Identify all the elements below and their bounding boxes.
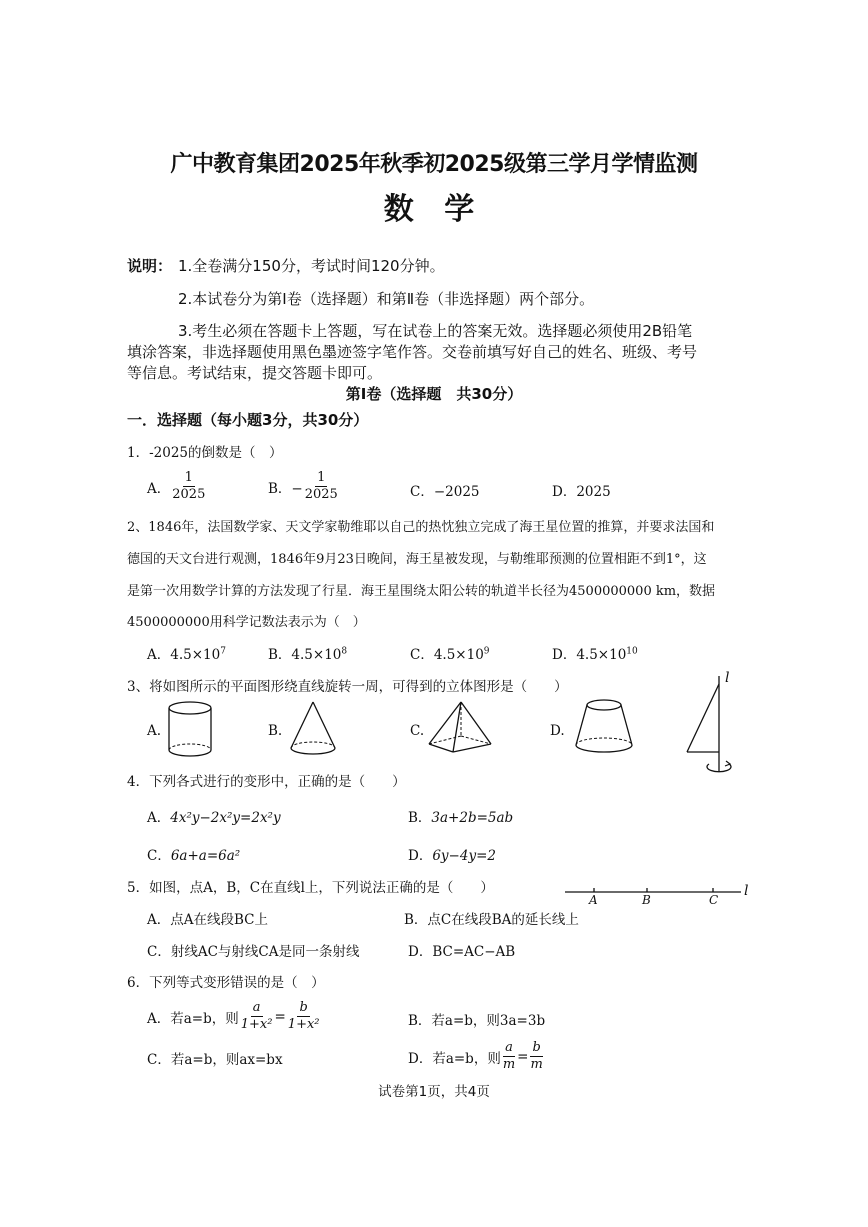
page-footer: 试卷第1页，共4页	[378, 1084, 490, 1100]
q4-c-label: C．	[147, 848, 171, 864]
q2-d-base: D．4.5×10	[552, 647, 627, 663]
q2-line-2: 德国的天文台进行观测，1846年9月23日晚间，海王星被发现，与勒维耶预测的位置相距不到1°，这	[127, 552, 707, 567]
q1-b-label: B．−	[268, 480, 303, 497]
q5-option-a[interactable]: A．点A在线段BC上	[147, 912, 268, 928]
q3-axis-label: l	[725, 670, 730, 686]
q2-b-exp: 8	[341, 646, 348, 657]
q4-c-expr: 6a+a=6a²	[170, 848, 241, 864]
q1-b-den: 2025	[304, 487, 338, 502]
q5-option-b[interactable]: B．点C在线段BA的延长线上	[404, 912, 579, 928]
q3-option-d[interactable]: D.	[550, 723, 565, 739]
pyramid-figure	[425, 700, 495, 760]
q2-option-b[interactable]	[268, 643, 347, 663]
q1-b-num: 1	[317, 470, 326, 485]
q4-stem: 4．下列各式进行的变形中，正确的是（ ）	[127, 774, 406, 790]
q2-line-3: 是第一次用数学计算的方法发现了行星．海王星围绕太阳公转的轨道半长径为4500000000 km，数据	[127, 584, 716, 599]
q6-a-fraction-left	[239, 1000, 275, 1033]
q3-option-c[interactable]: C.	[410, 723, 425, 739]
q2-option-c[interactable]	[410, 643, 490, 663]
q4-a-expr: 4x²y−2x²y=2x²y	[170, 810, 281, 826]
q5-line-label: l	[744, 883, 749, 899]
q6-option-d[interactable]	[408, 1040, 545, 1073]
q2-d-exp: 10	[626, 646, 638, 657]
q6-a-num-left: a	[252, 1000, 261, 1015]
exam-title: 广中教育集团2025年秋季初2025级第三学月学情监测	[170, 152, 698, 177]
q1-b-fraction	[303, 470, 340, 503]
notes-line-3a: 3.考生必须在答题卡上答题，写在试卷上的答案无效。选择题必须使用2B铅笔	[178, 322, 693, 340]
q1-a-den: 2025	[172, 487, 206, 502]
notes-line-2: 2.本试卷分为第Ⅰ卷（选择题）和第Ⅱ卷（非选择题）两个部分。	[178, 290, 595, 308]
q5-point-c: C	[709, 893, 719, 907]
q4-a-label: A．	[147, 810, 171, 826]
q6-a-den-left: 1+x²	[240, 1017, 273, 1032]
q2-b-base: B．4.5×10	[268, 647, 342, 663]
q6-a-equals: =	[274, 1008, 286, 1025]
q6-a-fraction-right	[286, 1000, 322, 1033]
frustum-figure	[572, 697, 636, 759]
notes-label: 说明：	[127, 257, 173, 275]
q6-d-den-right: m	[530, 1057, 543, 1072]
q5-option-d[interactable]: D．BC=AC−AB	[408, 944, 516, 960]
q6-d-fraction-left	[501, 1040, 517, 1073]
q6-option-b[interactable]: B．若a=b，则3a=3b	[408, 1013, 546, 1029]
q3-option-b[interactable]: B.	[268, 723, 283, 739]
q6-option-a[interactable]	[147, 1000, 322, 1033]
q3-stem: 3、将如图所示的平面图形绕直线旋转一周，可得到的立体图形是（ ）	[127, 679, 568, 695]
notes-line-3b: 填涂答案，非选择题使用黑色墨迹签字笔作答。交卷前填写好自己的姓名、班级、考号	[127, 343, 698, 361]
q6-a-prefix: A．若a=b，则	[147, 1010, 239, 1027]
q6-d-equals: =	[517, 1048, 529, 1065]
q1-option-d[interactable]: D．2025	[552, 484, 611, 500]
q4-option-d[interactable]	[408, 844, 496, 864]
q2-option-d[interactable]	[552, 643, 638, 663]
q6-d-fraction-right	[528, 1040, 544, 1073]
q2-c-exp: 9	[483, 646, 490, 657]
q5-stem: 5．如图，点A，B，C在直线l上，下列说法正确的是（ ）	[127, 880, 494, 896]
q2-a-base: A．4.5×10	[147, 647, 221, 663]
q4-option-a[interactable]	[147, 806, 281, 826]
q6-stem: 6．下列等式变形错误的是（ ）	[127, 975, 325, 991]
cylinder-figure	[165, 700, 215, 760]
part-title: 一．选择题（每小题3分，共30分）	[127, 411, 369, 429]
q4-b-label: B．	[408, 810, 432, 826]
q2-line-4: 4500000000用科学记数法表示为（ ）	[127, 615, 366, 630]
q1-stem: 1．-2025的倒数是（ ）	[127, 445, 283, 461]
q6-option-c[interactable]: C．若a=b，则ax=bx	[147, 1052, 283, 1068]
q5-point-b: B	[642, 893, 651, 907]
q1-a-num: 1	[184, 470, 193, 485]
q4-d-label: D．	[408, 848, 433, 864]
q2-option-a[interactable]	[147, 643, 226, 663]
subject-title: 数 学	[383, 192, 485, 227]
q6-d-num-right: b	[532, 1040, 541, 1055]
q1-option-c[interactable]: C．−2025	[410, 484, 480, 500]
q6-a-num-right: b	[299, 1000, 308, 1015]
q4-d-expr: 6y−4y=2	[432, 848, 496, 864]
q2-c-base: C．4.5×10	[410, 647, 484, 663]
q4-option-b[interactable]	[408, 806, 513, 826]
q6-d-num-left: a	[505, 1040, 513, 1055]
q2-line-1: 2、1846年，法国数学家、天文学家勒维耶以自己的热忱独立完成了海王星位置的推算，并要求法国和	[127, 520, 715, 535]
q4-b-expr: 3a+2b=5ab	[431, 810, 514, 826]
notes-line-1: 1.全卷满分150分，考试时间120分钟。	[178, 257, 445, 275]
q5-option-c[interactable]: C．射线AC与射线CA是同一条射线	[147, 944, 360, 960]
q5-point-a: A	[589, 893, 598, 907]
q6-d-den-left: m	[502, 1057, 516, 1072]
rotation-triangle-figure	[683, 672, 743, 780]
q1-option-b[interactable]	[268, 470, 340, 503]
q2-a-exp: 7	[220, 646, 226, 657]
q1-option-a[interactable]	[147, 470, 207, 503]
q1-a-fraction	[170, 470, 207, 503]
section-title: 第Ⅰ卷（选择题 共30分）	[345, 385, 523, 403]
q4-option-c[interactable]	[147, 844, 240, 864]
cone-figure	[287, 700, 339, 760]
q3-option-a[interactable]: A.	[147, 723, 162, 739]
q1-a-label: A．	[147, 480, 171, 497]
q6-a-den-right: 1+x²	[287, 1017, 320, 1032]
q6-d-prefix: D．若a=b，则	[408, 1050, 501, 1067]
notes-line-3c: 等信息。考试结束，提交答题卡即可。	[127, 364, 383, 382]
